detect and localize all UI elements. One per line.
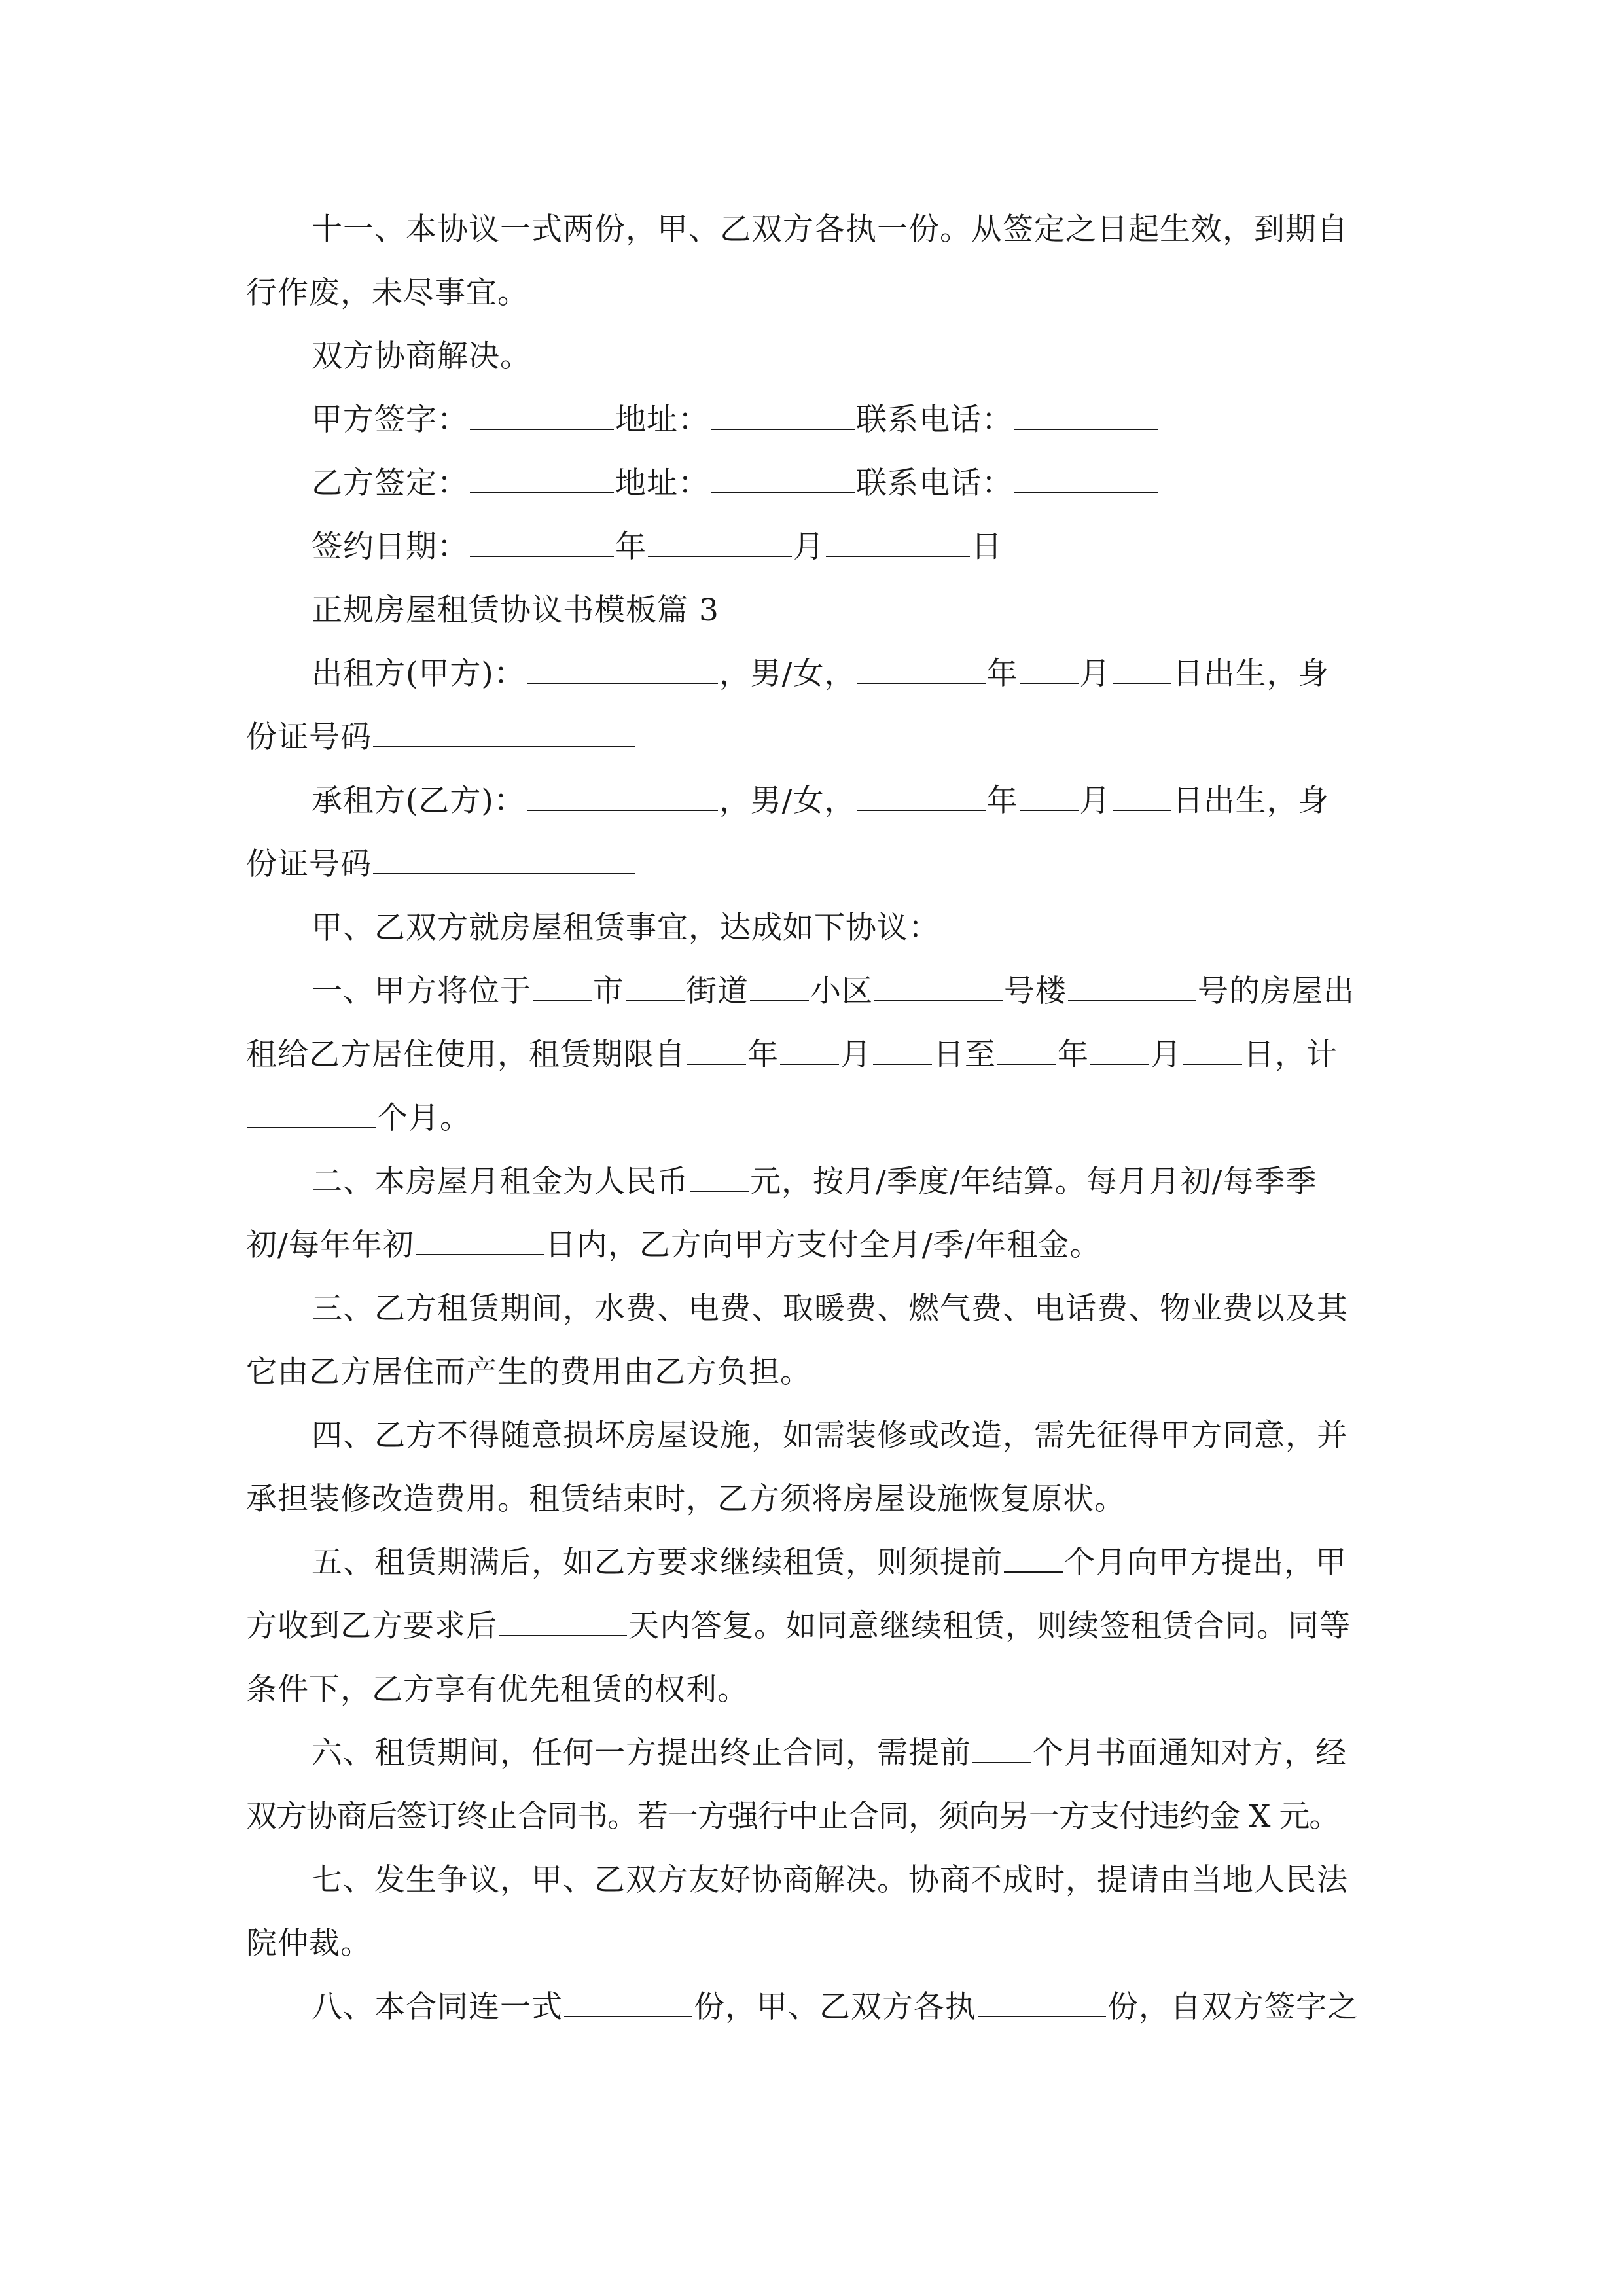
address-label: 地址： [615,402,709,438]
start-day-blank [873,1026,932,1065]
reply-days-blank [499,1597,627,1636]
clause-text: 个月书面通知对方，经 [1033,1735,1347,1771]
clause-text: 个月。 [377,1100,471,1136]
clause-text: 一、甲方将位于 [312,973,531,1009]
clause-text: 日内，乙方向甲方支付全月/季/年租金。 [544,1227,1101,1263]
id-label: 份证号码 [246,719,372,755]
clause-text: 元，按月/季度/年结算。每月月初/每季季 [750,1164,1317,1200]
birth-day-blank [1113,772,1171,811]
lessor-row [312,643,1330,706]
end-month-blank [1090,1026,1149,1065]
month-label: 月 [793,529,825,565]
party-b-sign-blank [470,454,614,493]
agreement-intro: 甲、乙双方就房屋租赁事宜，达成如下协议： [312,910,940,946]
clause-7-line-1: 七、发生争议，甲、乙双方友好协商解决。协商不成时，提请由当地人民法 [312,1862,1348,1898]
notice-months-blank [1004,1534,1063,1573]
building-blank [874,962,1003,1001]
lessee-label: 承租方(乙方)： [312,783,526,819]
id-number-blank [373,835,635,874]
clause-1-line-1 [312,960,1355,1023]
clause-5-line-2 [246,1595,1351,1658]
clause-text: 月 [1150,1037,1182,1073]
clause-11-line-2: 行作废，未尽事宜。 [246,275,529,311]
clause-2-line-2 [246,1214,1101,1277]
clause-11-line-3: 双方协商解决。 [312,338,531,374]
clause-text: 五、租赁期满后，如乙方要求继续租赁，则须提前 [312,1545,1003,1581]
party-a-sign-label: 甲方签字： [312,402,469,438]
rent-amount-blank [690,1153,749,1192]
room-blank [1068,962,1196,1001]
party-b-sign-label: 乙方签定： [312,465,469,501]
clause-7-line-2: 院仲裁。 [246,1926,372,1962]
year-label: 年 [986,783,1018,819]
city-blank [533,962,592,1001]
clause-text: 小区 [810,973,873,1009]
day-label: 日 [971,529,1003,565]
id-label: 份证号码 [246,846,372,882]
lessee-row [312,770,1330,833]
start-month-blank [780,1026,839,1065]
lessor-name-blank [527,645,718,684]
clause-3-line-2: 它由乙方居住而产生的费用由乙方负担。 [246,1354,812,1390]
clause-text: 份，自双方签字之 [1107,1989,1359,2025]
year-blank [470,518,614,557]
gender-label: ，男/女， [719,656,856,692]
lessor-label: 出租方(甲方)： [312,656,526,692]
born-label: 日出生，身 [1172,783,1330,819]
year-label: 年 [986,656,1018,692]
birth-year-blank [857,772,986,811]
party-b-signature-row [312,452,1160,515]
phone-blank [1014,454,1158,493]
clause-text: 街道 [686,973,749,1009]
clause-3-line-1: 三、乙方租赁期间，水费、电费、取暖费、燃气费、电话费、物业费以及其 [312,1291,1348,1327]
lessor-id-row [246,706,636,769]
community-blank [750,962,809,1001]
day-blank [826,518,970,557]
month-label: 月 [1079,656,1111,692]
street-blank [626,962,685,1001]
id-number-blank [373,708,635,747]
sign-date-row [312,516,1003,579]
phone-label: 联系电话： [856,402,1013,438]
clause-4-line-2: 承担装修改造费用。租赁结束时，乙方须将房屋设施恢复原状。 [246,1481,1126,1517]
clause-1-line-3 [246,1087,471,1150]
gender-label: ，男/女， [719,783,856,819]
clause-8-line-1 [312,1976,1359,2039]
end-day-blank [1183,1026,1242,1065]
party-a-sign-blank [470,391,614,430]
clause-5-line-1 [312,1532,1347,1594]
clause-1-line-2 [246,1024,1338,1086]
clause-text: 个月向甲方提出，甲 [1064,1545,1347,1581]
clause-6-line-2: 双方协商后签订终止合同书。若一方强行中止合同，须向另一方支付违约金 X 元。 [246,1799,1340,1835]
clause-text: 市 [593,973,624,1009]
clause-text: 年 [1058,1037,1089,1073]
clause-text: 日至 [933,1037,996,1073]
phone-blank [1014,391,1158,430]
clause-text: 年 [747,1037,779,1073]
clause-text: 号的房屋出 [1198,973,1355,1009]
clause-2-line-1 [312,1151,1317,1213]
clause-text: 六、租赁期间，任何一方提出终止合同，需提前 [312,1735,971,1771]
party-a-signature-row [312,389,1160,452]
clause-text: 月 [840,1037,872,1073]
end-year-blank [997,1026,1056,1065]
year-label: 年 [615,529,647,565]
lessee-id-row [246,833,636,896]
clause-text: 号楼 [1004,973,1067,1009]
address-blank [711,454,855,493]
clause-6-line-1 [312,1722,1347,1785]
clause-text: 二、本房屋月租金为人民币 [312,1164,688,1200]
clause-text: 初/每年年初 [246,1227,414,1263]
birth-year-blank [857,645,986,684]
address-label: 地址： [615,465,709,501]
termination-months-blank [972,1724,1031,1763]
birth-day-blank [1113,645,1171,684]
payment-days-blank [416,1216,544,1255]
phone-label: 联系电话： [856,465,1013,501]
address-blank [711,391,855,430]
clause-4-line-1: 四、乙方不得随意损坏房屋设施，如需装修或改造，需先征得甲方同意，并 [312,1418,1348,1454]
clause-text: 八、本合同连一式 [312,1989,563,2025]
lessee-name-blank [527,772,718,811]
each-copies-blank [978,1978,1106,2017]
copies-blank [564,1978,692,2017]
clause-text: 份，甲、乙双方各执 [694,1989,976,2025]
clause-5-line-3: 条件下，乙方享有优先租赁的权利。 [246,1672,749,1708]
clause-text: 天内答复。如同意继续租赁，则续签租赁合同。同等 [628,1608,1351,1644]
clause-text: 日，计 [1243,1037,1338,1073]
month-label: 月 [1079,783,1111,819]
months-blank [247,1089,376,1128]
sign-date-label: 签约日期： [312,529,469,565]
clause-11-line-1: 十一、本协议一式两份，甲、乙双方各执一份。从签定之日起生效，到期自 [312,211,1348,247]
start-year-blank [687,1026,746,1065]
section-title: 正规房屋租赁协议书模板篇 3 [312,592,719,628]
clause-text: 方收到乙方要求后 [246,1608,497,1644]
clause-text: 租给乙方居住使用，租赁期限自 [246,1037,686,1073]
month-blank [648,518,792,557]
born-label: 日出生，身 [1172,656,1330,692]
birth-month-blank [1020,645,1079,684]
birth-month-blank [1020,772,1079,811]
